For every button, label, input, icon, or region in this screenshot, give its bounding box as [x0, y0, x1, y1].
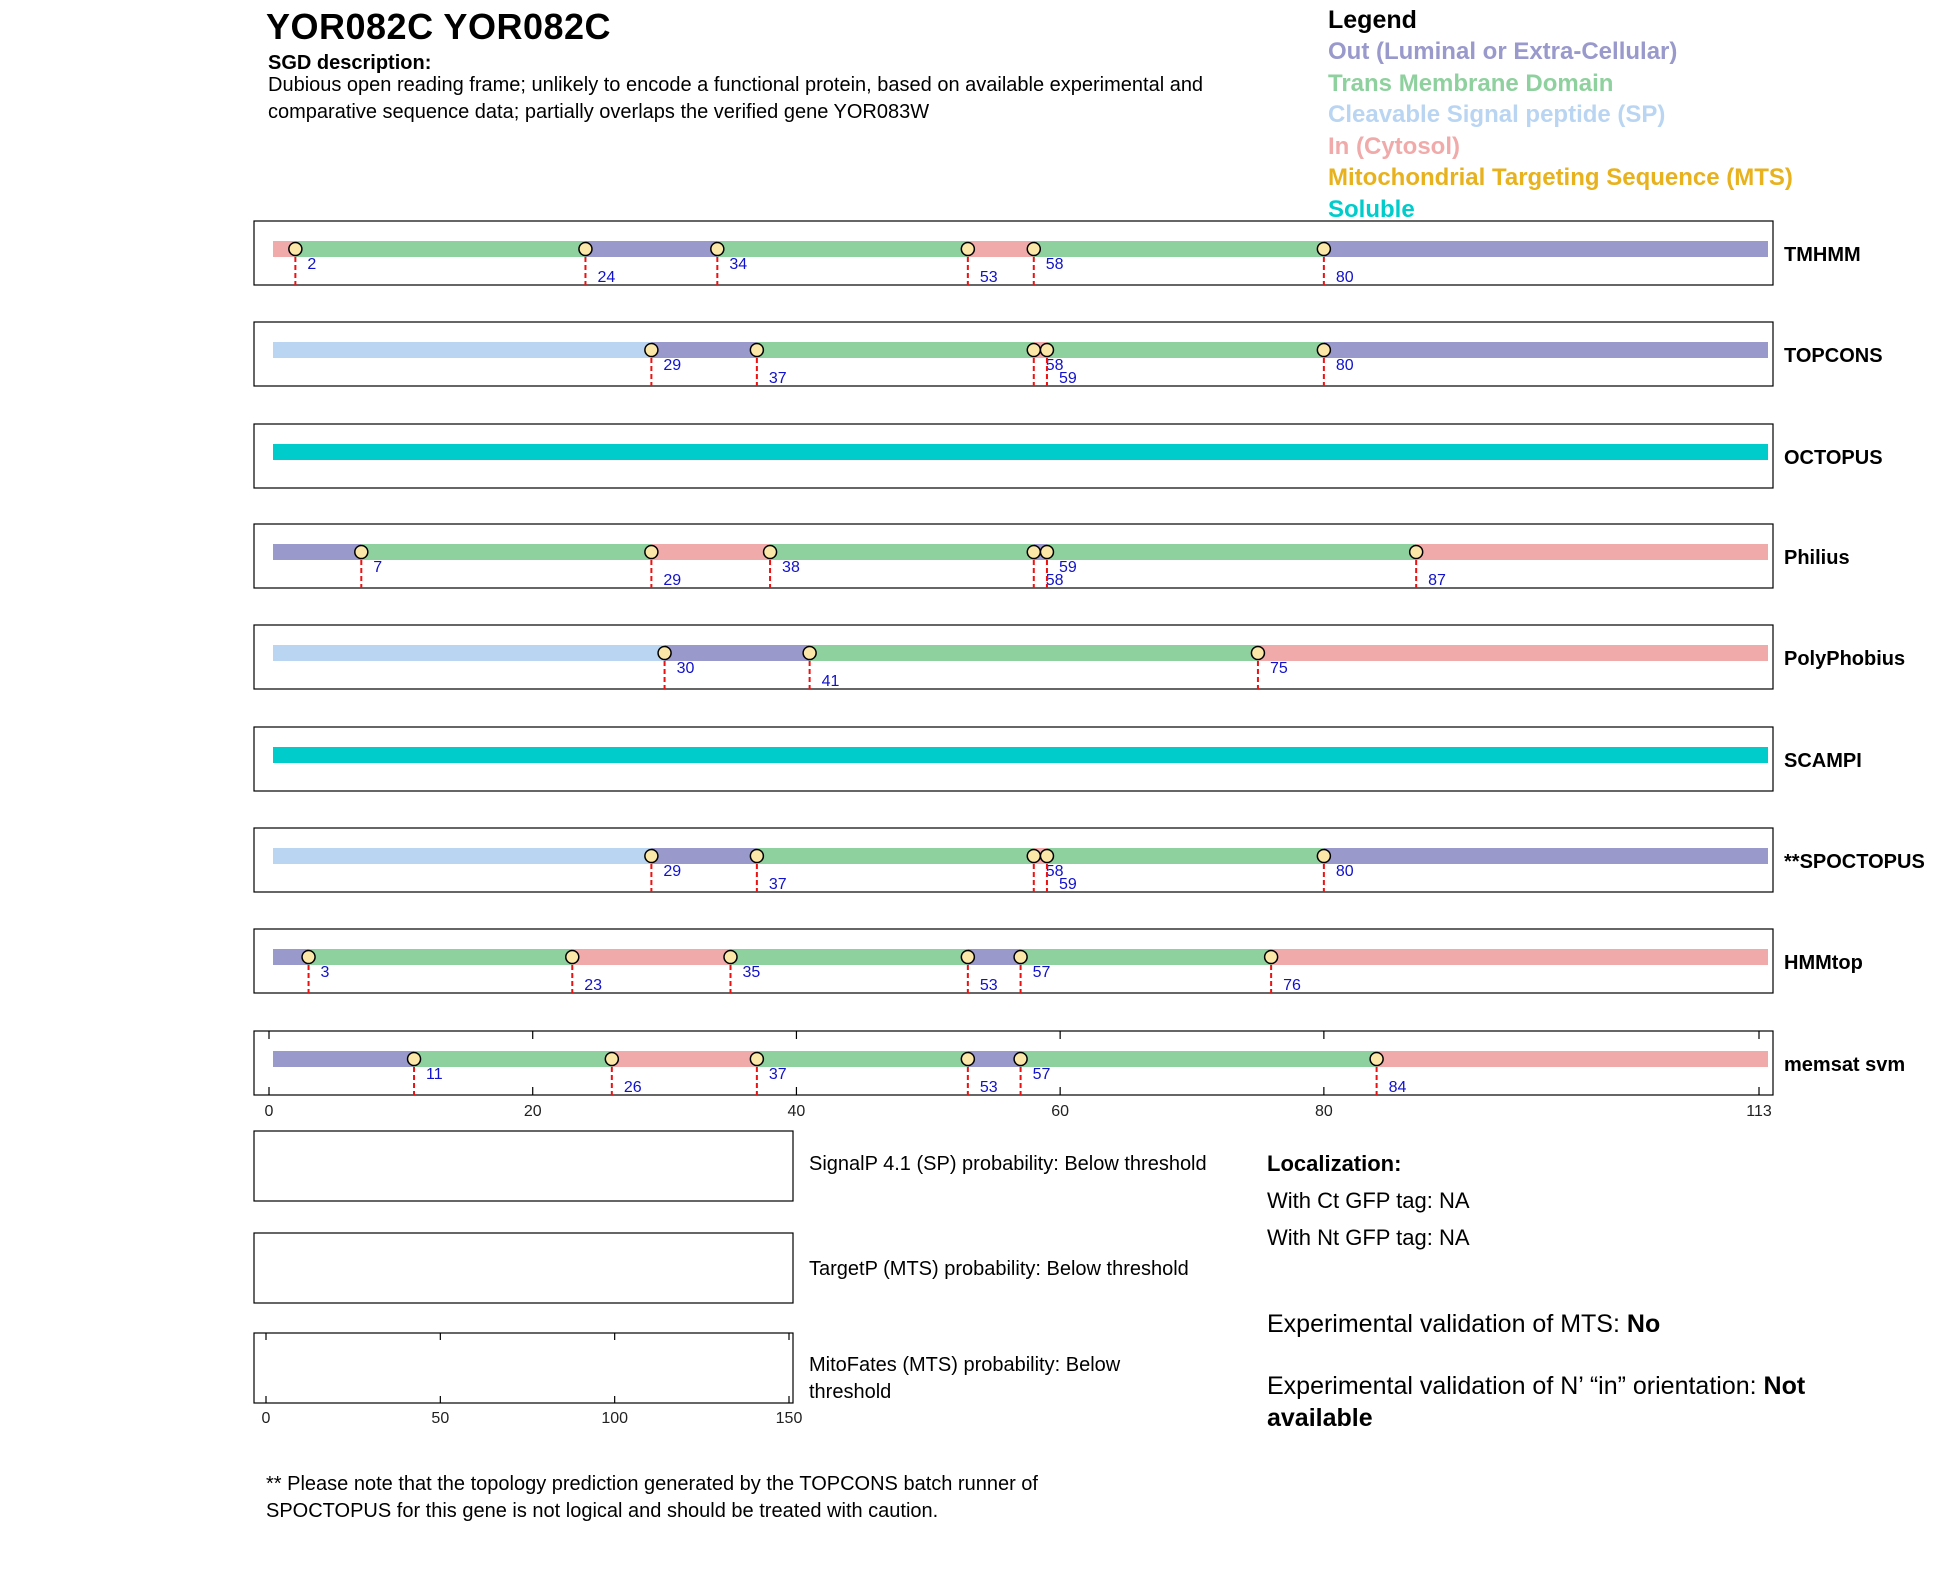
segment-soluble — [273, 747, 1768, 763]
marker-dot — [1027, 344, 1040, 357]
probability-panel — [254, 1131, 793, 1201]
segment-tm — [757, 1051, 968, 1067]
track-label-philius: Philius — [1784, 547, 1850, 569]
segment-tm — [757, 342, 1034, 358]
marker-label: 26 — [623, 1079, 642, 1096]
marker-dot — [289, 243, 302, 256]
marker-dot — [302, 951, 315, 964]
marker-dot — [645, 546, 658, 559]
segment-out — [968, 1051, 1021, 1067]
segment-soluble — [273, 444, 1768, 460]
track-label-hmmtop: HMMtop — [1784, 952, 1863, 974]
marker-label: 29 — [663, 572, 682, 589]
segment-in — [1271, 949, 1768, 965]
marker-label: 37 — [768, 876, 787, 893]
marker-label: 53 — [979, 977, 998, 994]
marker-label: 7 — [373, 559, 383, 576]
segment-tm — [1047, 848, 1324, 864]
track-label-octopus: OCTOPUS — [1784, 447, 1883, 469]
marker-dot — [645, 850, 658, 863]
mts-validation-label: Experimental validation of MTS: — [1267, 1310, 1627, 1338]
marker-label: 80 — [1335, 863, 1354, 880]
legend-item-mts: Mitochondrial Targeting Sequence (MTS) — [1328, 164, 1793, 191]
marker-dot — [1317, 344, 1330, 357]
marker-dot — [645, 344, 658, 357]
prob-tick-label: 0 — [261, 1410, 271, 1427]
segment-sp — [273, 645, 665, 661]
segment-tm — [361, 544, 651, 560]
segment-tm — [1021, 949, 1272, 965]
segment-out — [1324, 342, 1768, 358]
segment-out — [968, 949, 1021, 965]
x-tick-label: 80 — [1314, 1103, 1333, 1120]
track-label-tmhmm: TMHMM — [1784, 244, 1861, 266]
marker-label: 38 — [782, 559, 800, 576]
prob-tick-label: 100 — [601, 1410, 629, 1427]
marker-dot — [1040, 546, 1053, 559]
prob-tick-label: 50 — [431, 1410, 450, 1427]
prob-tick-label: 150 — [775, 1410, 803, 1427]
localization-nt-gfp: With Nt GFP tag: NA — [1267, 1225, 1470, 1250]
marker-dot — [1027, 243, 1040, 256]
legend-title: Legend — [1328, 6, 1417, 34]
segment-in — [572, 949, 730, 965]
marker-label: 30 — [676, 660, 695, 677]
orientation-validation-value: Not available — [1267, 1372, 1806, 1432]
segment-tm — [770, 544, 1034, 560]
sgd-description-label: SGD description: — [268, 52, 432, 74]
marker-label: 37 — [768, 1066, 787, 1083]
probability-panel — [254, 1333, 793, 1403]
legend-item-sp: Cleavable Signal peptide (SP) — [1328, 101, 1666, 128]
marker-dot — [764, 546, 777, 559]
segment-out — [585, 241, 717, 257]
signalp-label: SignalP 4.1 (SP) probability: Below threshold — [809, 1153, 1207, 1175]
footnote: ** Please note that the topology prediction generated by the TOPCONS batch runner of SPOCTOPUS for this gene is not logical and should be treated with caution. — [266, 1473, 1038, 1522]
marker-dot — [1027, 850, 1040, 863]
track-label-scampi: SCAMPI — [1784, 750, 1862, 772]
marker-dot — [750, 1053, 763, 1066]
marker-dot — [724, 951, 737, 964]
marker-dot — [1410, 546, 1423, 559]
marker-label: 75 — [1269, 660, 1288, 677]
marker-dot — [658, 647, 671, 660]
marker-label: 24 — [597, 269, 616, 286]
marker-label: 2 — [307, 256, 317, 273]
marker-dot — [408, 1053, 421, 1066]
legend-item-tm: Trans Membrane Domain — [1328, 69, 1614, 97]
marker-dot — [1251, 647, 1264, 660]
localization-title: Localization: — [1267, 1151, 1402, 1176]
marker-dot — [579, 243, 592, 256]
marker-label: 35 — [742, 964, 761, 981]
marker-dot — [1040, 850, 1053, 863]
orientation-validation-label: Experimental validation of N’ “in” orientation: — [1267, 1372, 1764, 1400]
marker-dot — [1265, 951, 1278, 964]
segment-in — [1416, 544, 1768, 560]
segment-out — [1324, 241, 1768, 257]
marker-dot — [355, 546, 368, 559]
marker-label: 59 — [1058, 559, 1077, 576]
targetp-label: TargetP (MTS) probability: Below threshold — [809, 1258, 1189, 1280]
marker-label: 58 — [1045, 357, 1064, 374]
segment-tm — [309, 949, 573, 965]
orientation-validation — [1267, 1370, 1827, 1434]
track-label-memsatsvm: memsat svm — [1784, 1054, 1906, 1076]
marker-label: 59 — [1058, 370, 1077, 387]
marker-dot — [605, 1053, 618, 1066]
x-tick-label: 60 — [1051, 1103, 1070, 1120]
segment-tm — [757, 848, 1034, 864]
segment-out — [1324, 848, 1768, 864]
marker-dot — [1014, 1053, 1027, 1066]
segment-out — [273, 544, 361, 560]
marker-label: 58 — [1045, 256, 1064, 273]
marker-dot — [1014, 951, 1027, 964]
x-tick-label: 113 — [1746, 1103, 1772, 1120]
segment-out — [651, 848, 756, 864]
marker-label: 3 — [320, 964, 330, 981]
marker-dot — [1027, 546, 1040, 559]
segment-tm — [295, 241, 585, 257]
marker-dot — [1370, 1053, 1383, 1066]
segment-sp — [273, 848, 651, 864]
mts-validation — [1267, 1310, 1660, 1339]
track-label-polyphobius: PolyPhobius — [1784, 648, 1906, 670]
segment-in — [612, 1051, 757, 1067]
segment-in — [651, 544, 770, 560]
track-label-spoctopus: **SPOCTOPUS — [1784, 851, 1925, 873]
segment-in — [1377, 1051, 1768, 1067]
marker-label: 23 — [584, 977, 603, 994]
marker-label: 29 — [663, 357, 682, 374]
track-label-topcons: TOPCONS — [1784, 345, 1883, 367]
marker-label: 53 — [979, 269, 998, 286]
segment-tm — [717, 241, 968, 257]
marker-label: 29 — [663, 863, 682, 880]
marker-dot — [566, 951, 579, 964]
x-tick-label: 0 — [264, 1103, 274, 1120]
marker-label: 80 — [1335, 269, 1354, 286]
marker-label: 57 — [1032, 964, 1051, 981]
legend-item-soluble: Soluble — [1328, 195, 1415, 223]
marker-label: 11 — [426, 1066, 443, 1083]
marker-label: 37 — [768, 370, 787, 387]
segment-in — [1258, 645, 1768, 661]
segment-tm — [810, 645, 1258, 661]
mts-validation-value: No — [1626, 1310, 1661, 1338]
marker-dot — [961, 951, 974, 964]
marker-dot — [961, 243, 974, 256]
mitofates-label: MitoFates (MTS) probability: Below threshold — [809, 1354, 1121, 1403]
localization-ct-gfp: With Ct GFP tag: NA — [1267, 1188, 1470, 1213]
marker-label: 53 — [979, 1079, 998, 1096]
marker-label: 84 — [1388, 1079, 1407, 1096]
legend-item-out: Out (Luminal or Extra-Cellular) — [1328, 38, 1678, 65]
marker-dot — [750, 850, 763, 863]
segment-tm — [414, 1051, 612, 1067]
marker-label: 41 — [821, 673, 840, 690]
marker-dot — [1040, 344, 1053, 357]
segment-tm — [1021, 1051, 1377, 1067]
legend-item-in: In (Cytosol) — [1328, 132, 1460, 160]
marker-label: 58 — [1045, 863, 1064, 880]
segment-tm — [1034, 241, 1324, 257]
marker-dot — [803, 647, 816, 660]
marker-dot — [711, 243, 724, 256]
marker-label: 57 — [1032, 1066, 1051, 1083]
marker-label: 59 — [1058, 876, 1077, 893]
marker-dot — [1317, 850, 1330, 863]
marker-dot — [750, 344, 763, 357]
marker-dot — [961, 1053, 974, 1066]
segment-tm — [731, 949, 968, 965]
sgd-description-text: Dubious open reading frame; unlikely to encode a functional protein, based on available experimental and comparative sequence data; partially overlaps the verified gene YOR083W — [268, 74, 1204, 123]
segment-out — [273, 1051, 414, 1067]
marker-label: 80 — [1335, 357, 1354, 374]
marker-label: 87 — [1428, 572, 1446, 589]
gene-title: YOR082C YOR082C — [266, 6, 611, 47]
marker-label: 58 — [1045, 572, 1064, 589]
marker-label: 76 — [1283, 977, 1301, 994]
x-tick-label: 40 — [787, 1103, 806, 1120]
segment-tm — [1047, 544, 1416, 560]
segment-in — [968, 241, 1034, 257]
segment-out — [665, 645, 810, 661]
x-tick-label: 20 — [523, 1103, 542, 1120]
segment-tm — [1047, 342, 1324, 358]
probability-panel — [254, 1233, 793, 1303]
marker-dot — [1317, 243, 1330, 256]
segment-out — [651, 342, 756, 358]
marker-label: 34 — [729, 256, 748, 273]
segment-sp — [273, 342, 651, 358]
